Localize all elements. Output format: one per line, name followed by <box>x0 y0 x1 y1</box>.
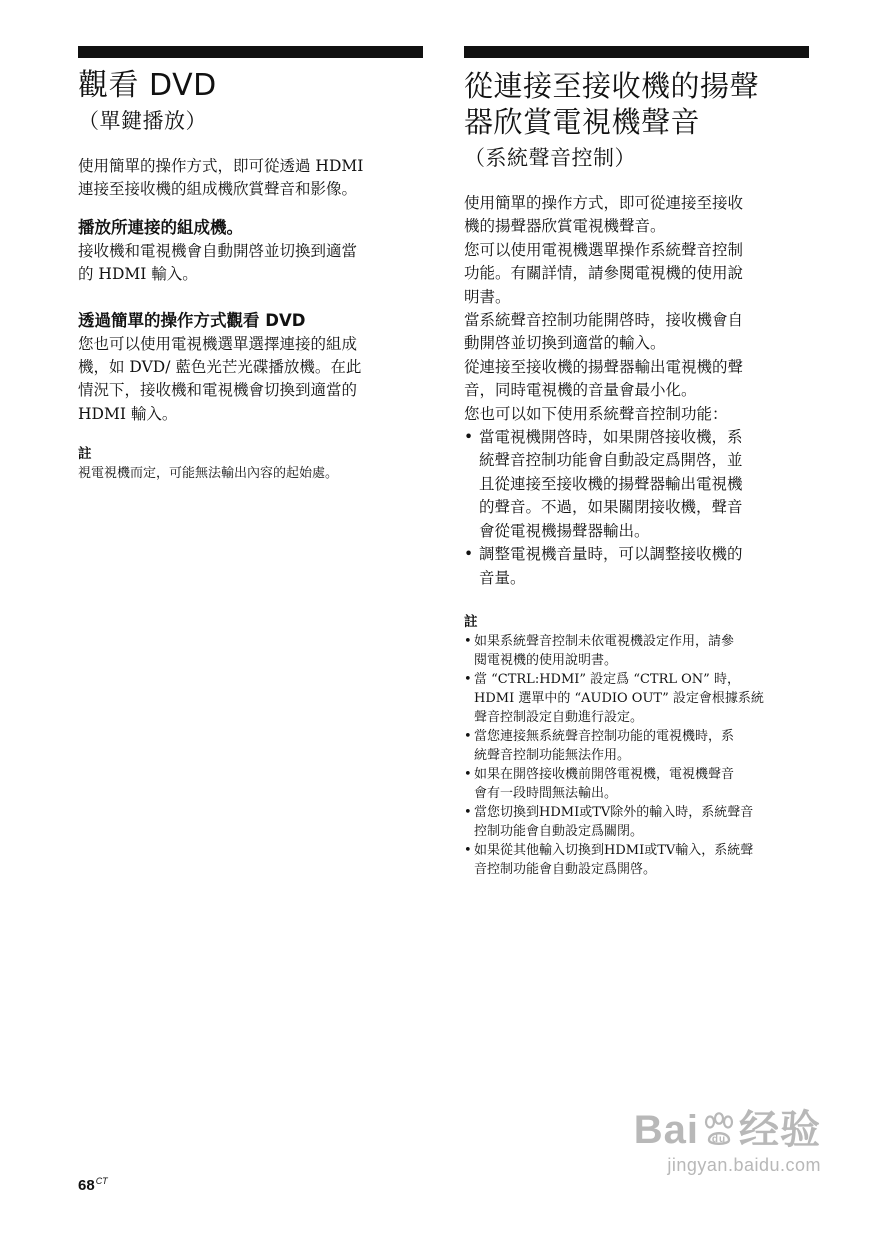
right-bullet-list <box>464 426 809 590</box>
right-title: 從連接至接收機的揚聲 器欣賞電視機聲音 <box>464 69 760 139</box>
right-paragraph-5: 您也可以如下使用系統聲音控制功能： <box>464 404 728 423</box>
left-section1-heading: 播放所連接的組成機。 <box>78 217 243 237</box>
right-note-list <box>464 632 809 879</box>
right-note-heading: 註 <box>464 613 478 630</box>
right-column <box>464 46 809 879</box>
left-title: 觀看 DVD <box>78 68 217 103</box>
left-heading-rule <box>78 46 423 58</box>
list-item: • 當您連接無系統聲音控制功能的電視機時，系 統聲音控制功能無法作用。 <box>464 727 809 765</box>
left-section2-text: 您也可以使用電視機選單選擇連接的組成 機，如 DVD/ 藍色光芒光碟播放機。在此 情況下，接收機和電視機會切換到適當的 HDMI 輸入。 <box>78 334 362 423</box>
left-intro: 使用簡單的操作方式，即可從透過 HDMI 連接至接收機的組成機欣賞聲音和影像。 <box>78 157 364 199</box>
list-item: • 當電視機開啓時，如果開啓接收機，系 統聲音控制功能會自動設定爲開啓，並 且從連接至接收機的揚聲器輸出電視機 的聲音。不過，如果關閉接收機，聲音 會從電視機揚聲器輸出。 <box>464 426 809 543</box>
left-section2-heading: 透過簡單的操作方式觀看 DVD <box>78 310 306 330</box>
right-paragraph-1: 使用簡單的操作方式，即可從連接至接收 機的揚聲器欣賞電視機聲音。 <box>464 194 744 236</box>
right-subtitle: （系統聲音控制） <box>464 146 636 170</box>
left-note-text: 視電視機而定，可能無法輸出內容的起始處。 <box>78 466 339 482</box>
page-number-suffix: CT <box>95 1176 108 1186</box>
list-item: • 如果在開啓接收機前開啓電視機，電視機聲音 會有一段時間無法輸出。 <box>464 765 809 803</box>
right-paragraph-3: 當系統聲音控制功能開啓時，接收機會自 動開啓並切換到適當的輸入。 <box>464 311 744 353</box>
list-item: • 如果從其他輸入切換到HDMI或TV輸入，系統聲 音控制功能會自動設定爲開啓。 <box>464 841 809 879</box>
left-section1-text: 接收機和電視機會自動開啓並切換到適當 的 HDMI 輸入。 <box>78 241 358 284</box>
left-subtitle: （單鍵播放） <box>78 109 207 133</box>
list-item: • 調整電視機音量時，可以調整接收機的 音量。 <box>464 543 809 590</box>
paw-icon <box>701 1112 737 1148</box>
list-item: • 當 “CTRL:HDMI” 設定爲 “CTRL ON” 時， HDMI 選單中的 “AUDIO OUT” 設定會根據系統 聲音控制設定自動進行設定。 <box>464 670 809 727</box>
right-heading-rule <box>464 46 809 58</box>
baidu-watermark <box>611 1106 821 1202</box>
watermark-url: jingyan.baidu.com <box>667 1155 821 1175</box>
right-paragraph-2: 您可以使用電視機選單操作系統聲音控制 功能。有關詳情，請參閱電視機的使用說 明書。 <box>464 240 744 306</box>
list-item: • 如果系統聲音控制未依電視機設定作用，請參 閱電視機的使用說明書。 <box>464 632 809 670</box>
right-paragraph-4: 從連接至接收機的揚聲器輸出電視機的聲 音，同時電視機的音量會最小化。 <box>464 357 744 400</box>
svg-text:du: du <box>711 1134 727 1145</box>
watermark-logo: Bai du 经验 <box>633 1108 821 1152</box>
page-number: $68^{CT}$ <box>78 1176 108 1194</box>
list-item: • 當您切換到HDMI或TV除外的輸入時，系統聲音 控制功能會自動設定爲關閉。 <box>464 803 809 841</box>
left-note-heading: 註 <box>78 446 92 463</box>
left-column <box>78 46 423 483</box>
